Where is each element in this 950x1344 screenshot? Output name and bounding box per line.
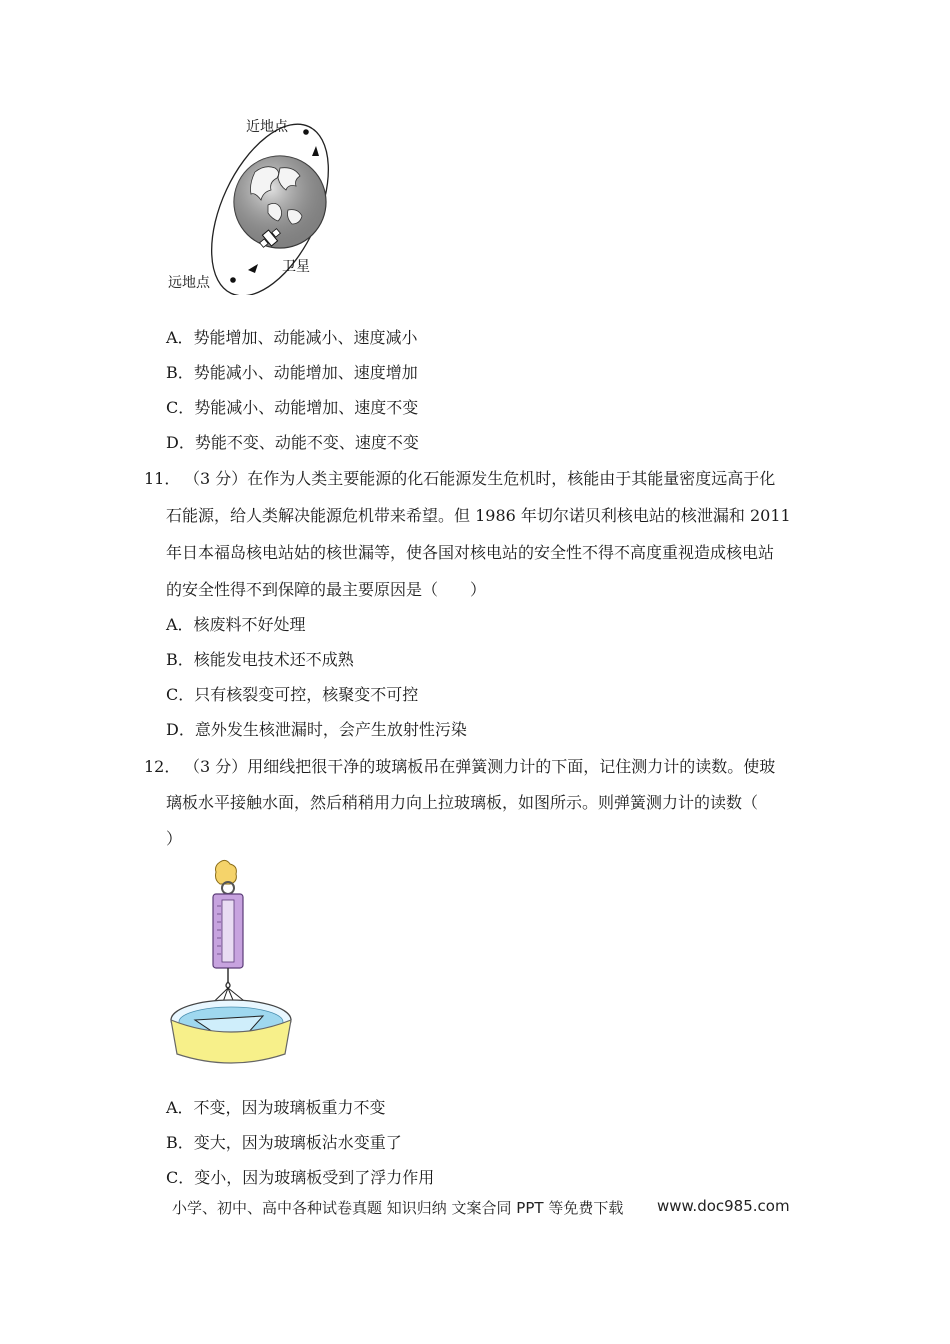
- q11-option-a: A．核废料不好处理: [166, 615, 306, 634]
- q11-line-4: 的安全性得不到保障的最主要原因是（ ）: [166, 580, 487, 599]
- q12-line-3: ）: [166, 829, 183, 848]
- q11-option-c: C．只有核裂变可控，核聚变不可控: [166, 685, 419, 704]
- q10-option-c: C．势能减小、动能增加、速度不变: [166, 398, 419, 417]
- q12-option-a: A．不变，因为玻璃板重力不变: [166, 1098, 386, 1117]
- q11-number: 11．: [144, 469, 181, 488]
- q11-line-2: 石能源，给人类解决能源危机带来希望。但 1986 年切尔诺贝利核电站的核泄漏和 2011: [166, 506, 791, 525]
- q12-line-1: （3 分）用细线把很干净的玻璃板吊在弹簧测力计的下面，记住测力计的读数。使玻: [184, 757, 776, 776]
- spring-scale-illustration: [165, 858, 300, 1068]
- q11-line-1: （3 分）在作为人类主要能源的化石能源发生危机时，核能由于其能量密度远高于化: [184, 469, 776, 488]
- apogee-label: 远地点: [168, 275, 210, 291]
- q11-line-3: 年日本福岛核电站姑的核世漏等，使各国对核电站的安全性不得不高度重视造成核电站: [166, 543, 775, 562]
- satellite-orbit-figure: [160, 110, 330, 295]
- q10-option-b: B．势能减小、动能增加、速度增加: [166, 363, 418, 382]
- footer-promo-text: 小学、初中、高中各种试卷真题 知识归纳 文案合同 PPT 等免费下载: [172, 1199, 624, 1217]
- q12-number: 12．: [144, 757, 181, 776]
- q11-option-b: B．核能发电技术还不成熟: [166, 650, 354, 669]
- q12-option-c: C．变小，因为玻璃板受到了浮力作用: [166, 1168, 435, 1187]
- q12-option-b: B．变大，因为玻璃板沾水变重了: [166, 1133, 402, 1152]
- q10-option-a: A．势能增加、动能减小、速度减小: [166, 328, 418, 347]
- q10-option-d: D．势能不变、动能不变、速度不变: [166, 433, 419, 452]
- satellite-label: 卫星: [282, 259, 310, 275]
- footer-url[interactable]: www.doc985.com: [657, 1197, 790, 1215]
- q12-line-2: 璃板水平接触水面，然后稍稍用力向上拉玻璃板，如图所示。则弹簧测力计的读数（: [166, 793, 759, 812]
- q11-option-d: D．意外发生核泄漏时，会产生放射性污染: [166, 720, 467, 739]
- spring-scale-figure: [165, 858, 300, 1068]
- perigee-label: 近地点: [246, 119, 288, 135]
